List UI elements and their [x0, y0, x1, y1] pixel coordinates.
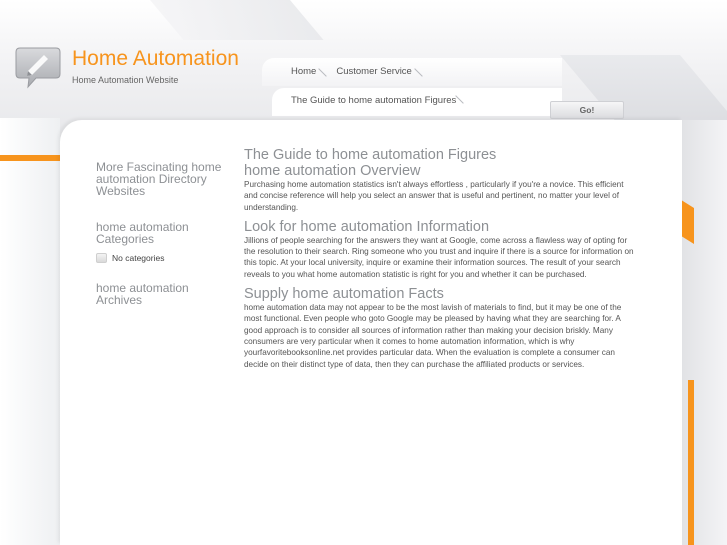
section-heading: home automation Overview [244, 163, 421, 179]
site-title[interactable]: Home Automation [72, 47, 239, 70]
go-button[interactable]: Go! [550, 101, 624, 119]
right-frame [676, 120, 727, 545]
nav-separator [316, 67, 336, 77]
section-body: Jillions of people searching for the answers they want at Google, come across a flawless way of opting for the resolution to their search. Ring someone who you trust and inquire if there is a source for information on this topic. At your local university, inquire or examine their information sources. The result of your search reveals to you what home automation statistic is right for you and whether it can be purchased. [244, 235, 634, 279]
category-label: No categories [112, 253, 165, 263]
article-section [244, 163, 636, 213]
site-subtitle: Home Automation Website [72, 75, 179, 85]
section-heading: Look for home automation Information [244, 218, 490, 235]
main-nav [291, 66, 432, 77]
left-frame [0, 118, 60, 545]
main-content [244, 147, 636, 370]
search-label: The Guide to home automation Figures [291, 95, 457, 106]
sidebar-heading-categories: home automation Categories [96, 220, 189, 246]
sidebar-heading-archives: home automation Archives [96, 281, 189, 307]
section-heading: Supply home automation Facts [244, 286, 444, 303]
accent-bar-right [688, 380, 694, 545]
speech-bubble-pencil-icon[interactable] [14, 44, 62, 90]
category-item[interactable] [96, 253, 236, 263]
accent-bar-left [0, 155, 62, 161]
page-title: The Guide to home automation Figures [244, 147, 497, 163]
sidebar-heading-directory: More Fascinating home automation Directory Websites [96, 160, 222, 198]
nav-link-customer-service[interactable]: Customer Service [336, 66, 412, 77]
section-body: home automation data may not appear to be the most lavish of materials to find, but it may be one of the most functional. Even people who goto Google may be pleased by having what they are searching for. A good approach is to consider all sources of information rather than making your decision briskly. Many consumers are very particular when it comes to home automation information, which is why yourfavoritebooksonline.net provides particular data. When the evaluation is complete a consumer can decide on their distinct type of data, then they can purchase the affiliated products or services. [244, 303, 622, 369]
section-body: Purchasing home automation statistics isn't always effortless , particularly if you're a novice. This efficient and concise reference will help you select an answer that is useful and pertinent, no matter your level of understanding. [244, 180, 624, 212]
article-section [244, 219, 636, 280]
nav-separator [412, 67, 432, 77]
folder-icon [96, 253, 107, 263]
article-section [244, 286, 636, 370]
sidebar [96, 161, 236, 306]
nav-link-home[interactable]: Home [291, 66, 317, 77]
